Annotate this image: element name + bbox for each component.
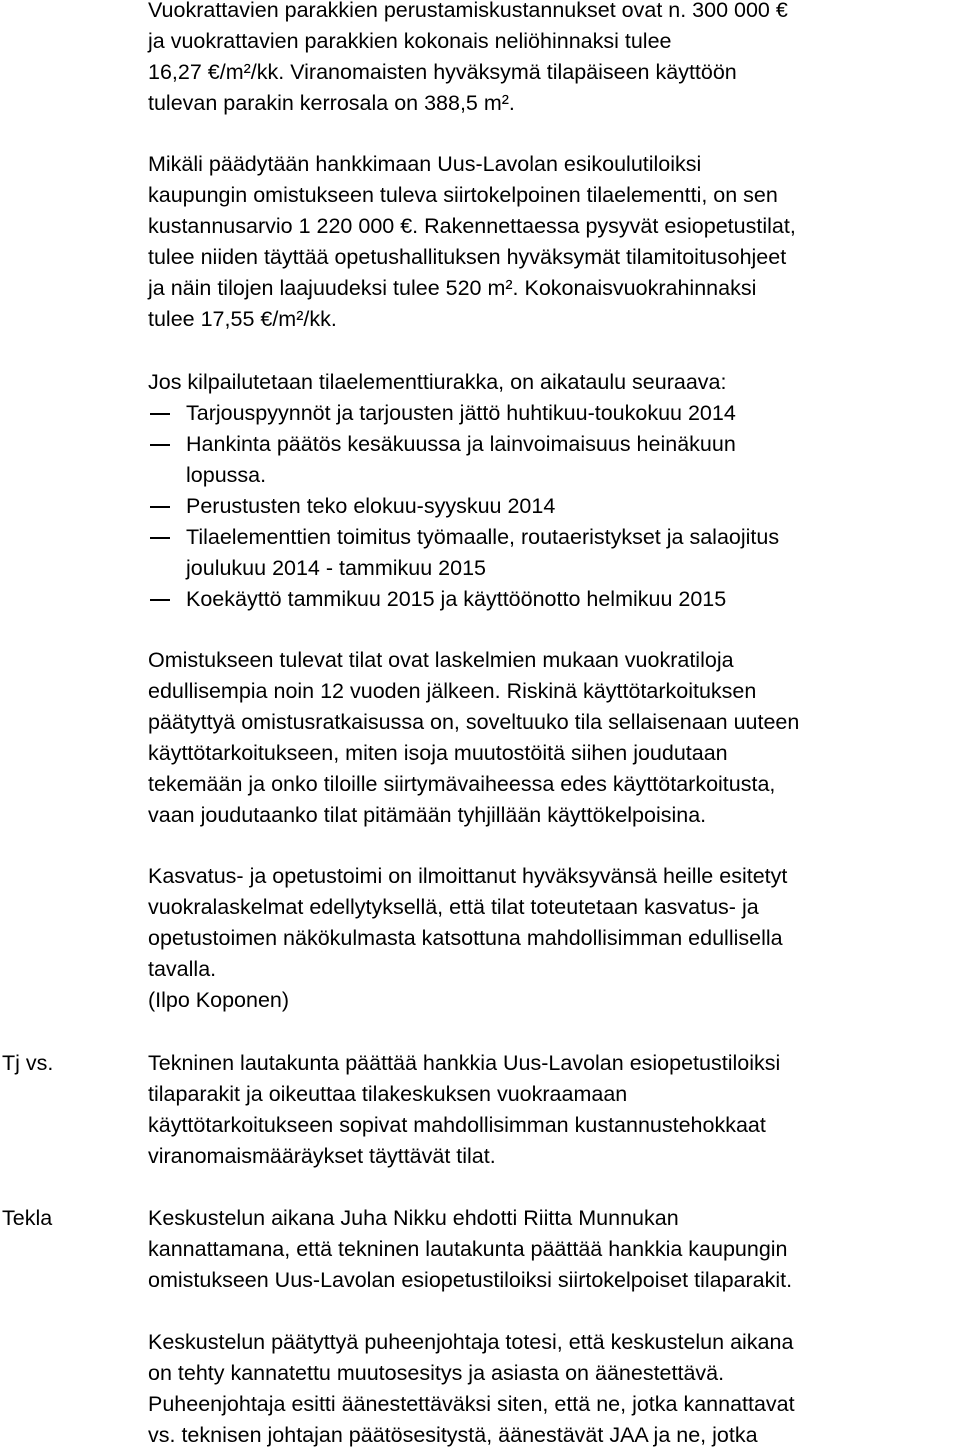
text-line: Tekninen lautakunta päättää hankkia Uus-Lavolan esiopetustiloiksi <box>148 1051 781 1075</box>
schedule-intro: Jos kilpailutetaan tilaelementtiurakka, on aikataulu seuraava: <box>148 370 727 394</box>
text-line: Omistukseen tulevat tilat ovat laskelmien mukaan vuokratiloja <box>148 648 734 672</box>
list-item-text: Hankinta päätös kesäkuussa ja lainvoimaisuus heinäkuun <box>186 432 736 456</box>
text-line: käyttötarkoitukseen sopivat mahdollisimman kustannustehokkaat <box>148 1113 766 1137</box>
list-item-text: Tarjouspyynnöt ja tarjousten jättö huhtikuu-toukokuu 2014 <box>186 401 736 425</box>
text-line: Puheenjohtaja esitti äänestettäväksi siten, että ne, jotka kannattavat <box>148 1392 795 1416</box>
paragraph-rental-costs <box>148 0 956 119</box>
text-line: Kasvatus- ja opetustoimi on ilmoittanut hyväksyvänsä heille esitetyt <box>148 864 788 888</box>
side-label-proposal: Tj vs. <box>2 1051 54 1075</box>
text-line: tulevan parakin kerrosala on 388,5 m². <box>148 91 515 115</box>
text-line: tilaparakit ja oikeuttaa tilakeskuksen vuokraamaan <box>148 1082 628 1106</box>
text-line: Keskustelun aikana Juha Nikku ehdotti Riitta Munnukan <box>148 1206 679 1230</box>
text-line: tavalla. <box>148 957 217 981</box>
text-line: päätyttyä omistusratkaisussa on, soveltuuko tila sellaisenaan uuteen <box>148 710 800 734</box>
list-item-text: Tilaelementtien toimitus työmaalle, routaeristykset ja salaojitus <box>186 525 780 549</box>
paragraph-ownership-costs <box>148 149 956 335</box>
list-item-text: lopussa. <box>186 463 267 487</box>
dash-bullet-icon <box>150 413 170 415</box>
paragraph-education-approval <box>148 861 956 1016</box>
schedule-list <box>148 398 956 615</box>
text-line: kannattamana, että tekninen lautakunta päättää hankkia kaupungin <box>148 1237 788 1261</box>
text-line: Keskustelun päätyttyä puheenjohtaja totesi, että keskustelun aikana <box>148 1330 794 1354</box>
text-line: kustannusarvio 1 220 000 €. Rakennettaessa pysyvät esiopetustilat, <box>148 214 796 238</box>
list-item <box>148 522 956 584</box>
list-item-text: joulukuu 2014 - tammikuu 2015 <box>186 556 486 580</box>
side-label-decision: Tekla <box>2 1206 53 1230</box>
text-line: on tehty kannatettu muutosesitys ja asiasta on äänestettävä. <box>148 1361 725 1385</box>
paragraph-vote <box>148 1327 956 1451</box>
dash-bullet-icon <box>150 444 170 446</box>
schedule-section <box>148 367 956 615</box>
dash-bullet-icon <box>150 537 170 539</box>
dash-bullet-icon <box>150 506 170 508</box>
paragraph-ownership-risk <box>148 645 956 831</box>
text-line: 16,27 €/m²/kk. Viranomaisten hyväksymä tilapäiseen käyttöön <box>148 60 737 84</box>
text-line: käyttötarkoitukseen, miten isoja muutostöitä siihen joudutaan <box>148 741 728 765</box>
text-line: tulee niiden täyttää opetushallituksen hyväksymät tilamitoitusohjeet <box>148 245 787 269</box>
text-line: ja vuokrattavien parakkien kokonais neliöhinnaksi tulee <box>148 29 672 53</box>
text-line: edullisempia noin 12 vuoden jälkeen. Riskinä käyttötarkoituksen <box>148 679 757 703</box>
list-item <box>148 398 956 429</box>
text-line: kaupungin omistukseen tuleva siirtokelpoinen tilaelementti, on sen <box>148 183 778 207</box>
text-line: opetustoimen näkökulmasta katsottuna mahdollisimman edullisella <box>148 926 783 950</box>
text-line: tulee 17,55 €/m²/kk. <box>148 307 337 331</box>
text-line: ja näin tilojen laajuudeksi tulee 520 m². Kokonaisvuokrahinnaksi <box>148 276 757 300</box>
text-line: viranomaismääräykset täyttävät tilat. <box>148 1144 496 1168</box>
text-line: tekemään ja onko tiloille siirtymävaiheessa edes käyttötarkoitusta, <box>148 772 776 796</box>
text-line: vs. teknisen johtajan päätösesitystä, äänestävät JAA ja ne, jotka <box>148 1423 758 1447</box>
list-item-text: Koekäyttö tammikuu 2015 ja käyttöönotto helmikuu 2015 <box>186 587 727 611</box>
text-line: Vuokrattavien parakkien perustamiskustannukset ovat n. 300 000 € <box>148 0 788 22</box>
text-line: vuokralaskelmat edellytyksellä, että tilat toteutetaan kasvatus- ja <box>148 895 759 919</box>
author-signature: (Ilpo Koponen) <box>148 988 290 1012</box>
list-item-text: Perustusten teko elokuu-syyskuu 2014 <box>186 494 556 518</box>
list-item <box>148 429 956 491</box>
dash-bullet-icon <box>150 599 170 601</box>
paragraph-proposal <box>148 1048 956 1172</box>
text-line: vaan joudutaanko tilat pitämään tyhjillään käyttökelpoisina. <box>148 803 707 827</box>
text-line: omistukseen Uus-Lavolan esiopetustiloiksi siirtokelpoiset tilaparakit. <box>148 1268 793 1292</box>
list-item <box>148 491 956 522</box>
list-item <box>148 584 956 615</box>
text-line: Mikäli päädytään hankkimaan Uus-Lavolan esikoulutiloiksi <box>148 152 702 176</box>
paragraph-counter-proposal <box>148 1203 956 1296</box>
